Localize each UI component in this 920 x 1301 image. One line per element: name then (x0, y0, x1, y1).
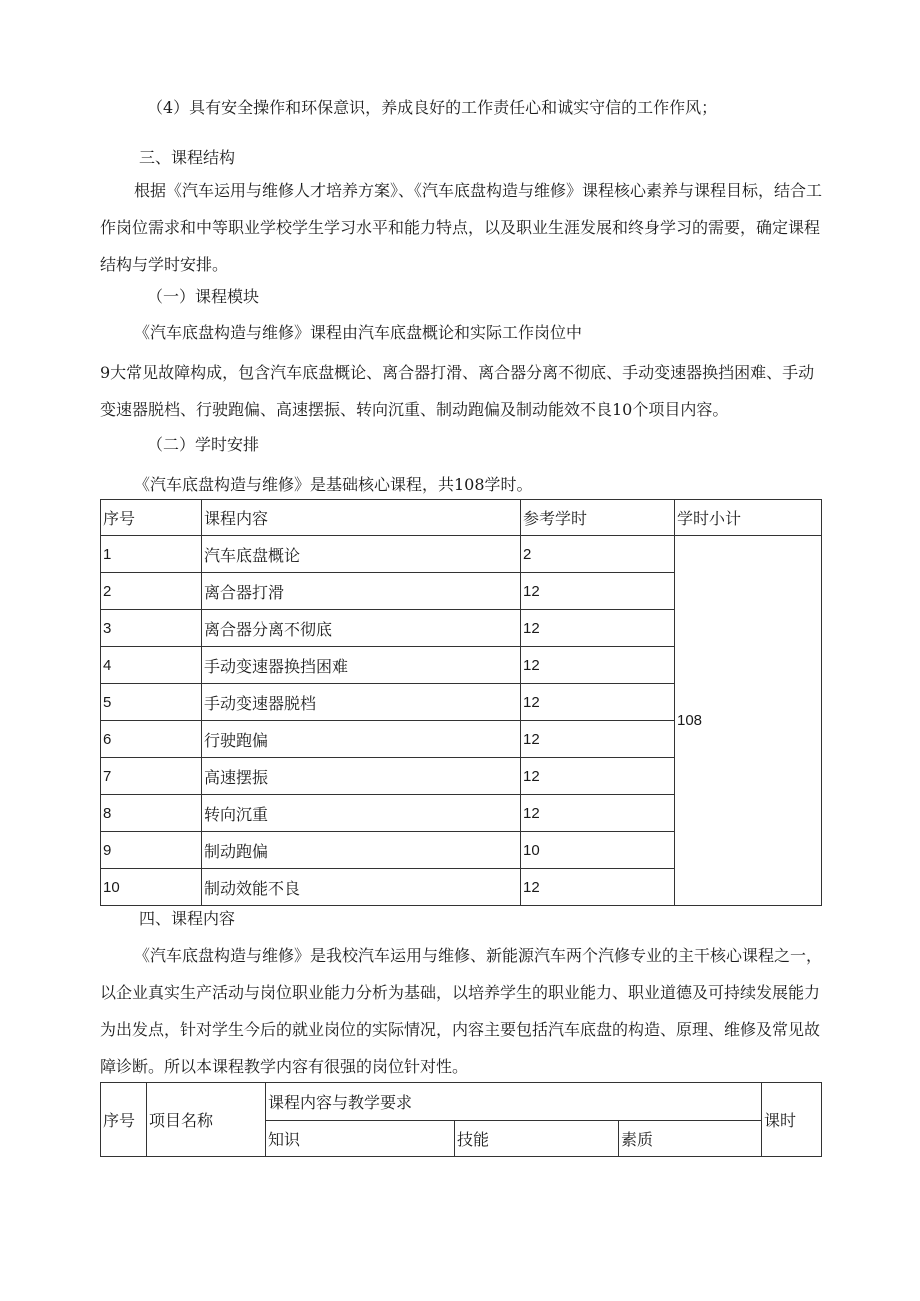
row-index: 2 (101, 573, 202, 610)
row-content: 行驶跑偏 (202, 721, 521, 758)
hours-intro: 《汽车底盘构造与维修》是基础核心课程，共108学时。 (134, 475, 533, 494)
subtotal-cell: 108 (675, 536, 822, 906)
row-index: 1 (101, 536, 202, 573)
row-index: 5 (101, 684, 202, 721)
row-index: 3 (101, 610, 202, 647)
row-content: 离合器打滑 (202, 573, 521, 610)
header-index: 序号 (101, 500, 202, 536)
row-ref-hours: 12 (521, 684, 675, 721)
row-content: 手动变速器换挡困难 (202, 647, 521, 684)
module-line-2: 9大常见故障构成，包含汽车底盘概论、离合器打滑、离合器分离不彻底、手动变速器换挡困难、手动变速器脱档、行驶跑偏、高速摆振、转向沉重、制动跑偏及制动能效不良10个项目内容。 (100, 363, 815, 419)
row-ref-hours: 12 (521, 869, 675, 906)
row-index: 8 (101, 795, 202, 832)
content-col-hours: 课时 (762, 1083, 822, 1157)
row-content: 汽车底盘概论 (202, 536, 521, 573)
row-ref-hours: 12 (521, 758, 675, 795)
row-ref-hours: 2 (521, 536, 675, 573)
subsection-1-heading: （一）课程模块 (147, 287, 260, 306)
row-index: 9 (101, 832, 202, 869)
row-ref-hours: 12 (521, 610, 675, 647)
content-col-quality: 素质 (619, 1121, 762, 1157)
hours-table-header (101, 500, 822, 536)
row-ref-hours: 12 (521, 573, 675, 610)
row-index: 10 (101, 869, 202, 906)
section-3-intro: 根据《汽车运用与维修人才培养方案》、《汽车底盘构造与维修》课程核心素养与课程目标，结合工作岗位需求和中等职业学校学生学习水平和能力特点，以及职业生涯发展和终身学习的需要，确定课程结构与学时安排。 (100, 181, 823, 274)
header-subtotal: 学时小计 (675, 500, 822, 536)
content-col-name: 项目名称 (147, 1083, 266, 1157)
content-col-knowledge: 知识 (266, 1121, 455, 1157)
content-table (100, 1082, 822, 1157)
content-col-skill: 技能 (455, 1121, 619, 1157)
row-ref-hours: 12 (521, 795, 675, 832)
section-4-heading: 四、课程内容 (139, 909, 236, 928)
row-content: 高速摆振 (202, 758, 521, 795)
row-index: 7 (101, 758, 202, 795)
row-content: 转向沉重 (202, 795, 521, 832)
row-content: 离合器分离不彻底 (202, 610, 521, 647)
content-col-group: 课程内容与教学要求 (266, 1083, 762, 1121)
row-index: 4 (101, 647, 202, 684)
row-content: 手动变速器脱档 (202, 684, 521, 721)
hours-table (100, 499, 822, 906)
table-row (101, 536, 822, 573)
row-ref-hours: 10 (521, 832, 675, 869)
subsection-2-heading: （二）学时安排 (147, 435, 260, 454)
row-content: 制动效能不良 (202, 869, 521, 906)
section-3-heading: 三、课程结构 (139, 148, 236, 167)
content-col-index: 序号 (101, 1083, 147, 1157)
row-ref-hours: 12 (521, 721, 675, 758)
row-content: 制动跑偏 (202, 832, 521, 869)
row-ref-hours: 12 (521, 647, 675, 684)
section-4-intro: 《汽车底盘构造与维修》是我校汽车运用与维修、新能源汽车两个汽修专业的主干核心课程之一，以企业真实生产活动与岗位职业能力分析为基础，以培养学生的职业能力、职业道德及可持续发展能力为出发点，针对学生今后的就业岗位的实际情况，内容主要包括汽车底盘的构造、原理、维修及常见故障诊断。所以本课程教学内容有很强的岗位针对性。 (100, 946, 823, 1076)
header-ref-hours: 参考学时 (521, 500, 675, 536)
item-4-text: （4）具有安全操作和环保意识，养成良好的工作责任心和诚实守信的工作作风； (147, 98, 718, 117)
row-index: 6 (101, 721, 202, 758)
header-content: 课程内容 (202, 500, 521, 536)
module-line-1: 《汽车底盘构造与维修》课程由汽车底盘概论和实际工作岗位中 (134, 323, 583, 342)
